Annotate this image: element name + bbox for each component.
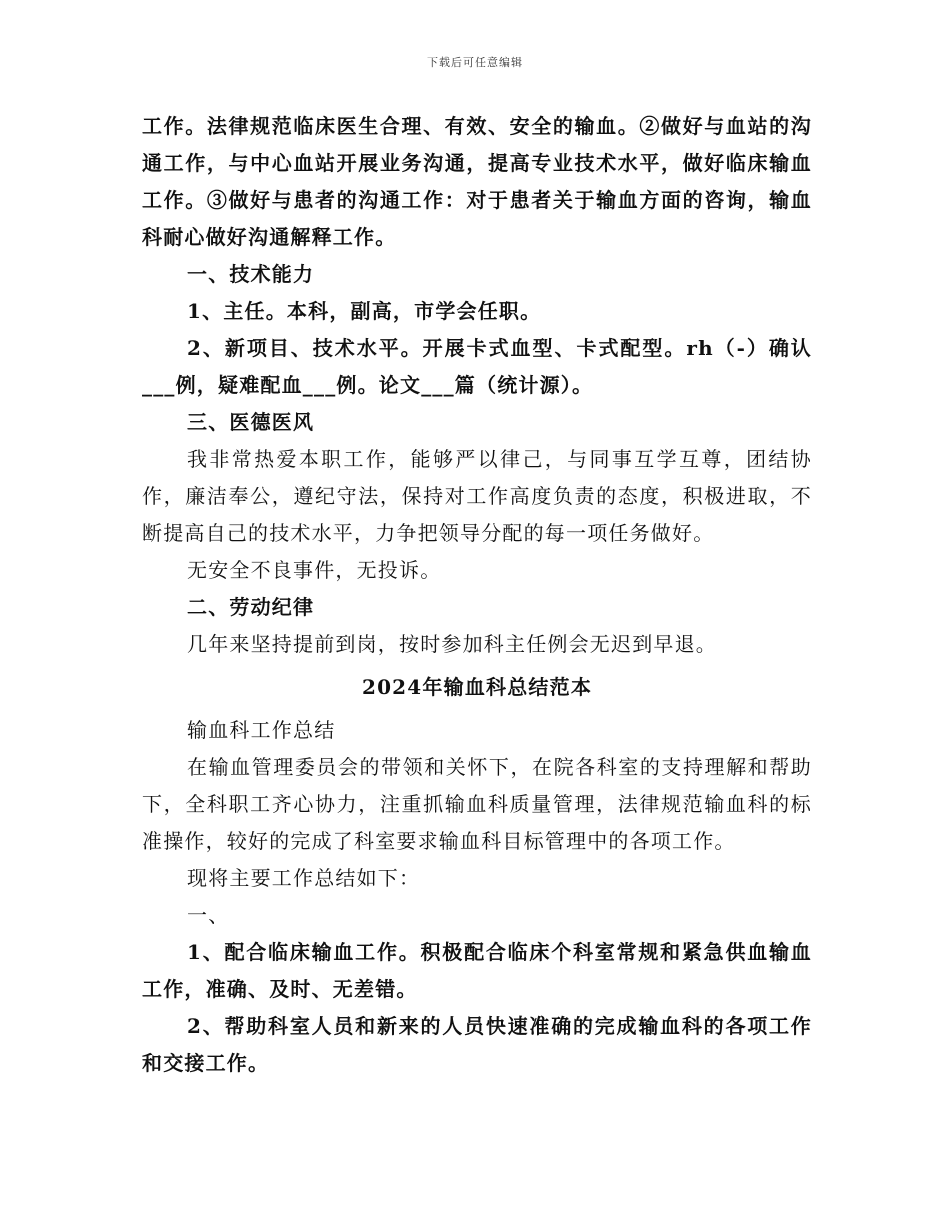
paragraph-new-projects: 2、新项目、技术水平。开展卡式血型、卡式配型。rh（-）确认___例，疑难配血___例。论文___篇（统计源）。 xyxy=(142,336,812,397)
paragraph-staff-help: 2、帮助科室人员和新来的人员快速准确的完成输血科的各项工作和交接工作。 xyxy=(142,1014,812,1075)
heading-labor-discipline: 二、劳动纪律 xyxy=(187,595,315,619)
paragraph-intro: 在输血管理委员会的带领和关怀下，在院各科室的支持理解和帮助下，全科职工齐心协力，注重抓输血科质量管理，法律规范输血科的标准操作，较好的完成了科室要求输血科目标管理中的各项工作。 xyxy=(142,755,812,853)
paragraph-clinical-cooperation: 1、配合临床输血工作。积极配合临床个科室常规和紧急供血输血工作，准确、及时、无差错。 xyxy=(142,940,812,1001)
paragraph-subtitle: 输血科工作总结 xyxy=(187,718,336,742)
paragraph-punctuality: 几年来坚持提前到岗，按时参加科主任例会无迟到早退。 xyxy=(187,632,717,656)
document-title: 2024年输血科总结范本 xyxy=(361,675,593,699)
paragraph-ethics-body: 我非常热爱本职工作，能够严以律己，与同事互学互尊，团结协作，廉洁奉公，遵纪守法，保持对工作高度负责的态度，积极进取，不断提高自己的技术水平，力争把领导分配的每一项任务做好。 xyxy=(142,447,812,545)
heading-section-one: 一、 xyxy=(187,903,230,927)
paragraph-summary-lead: 现将主要工作总结如下： xyxy=(187,866,421,890)
paragraph-communication: 工作。法律规范临床医生合理、有效、安全的输血。②做好与血站的沟通工作，与中心血站开展业务沟通，提高专业技术水平，做好临床输血工作。③做好与患者的沟通工作：对于患者关于输血方面的咨询，输血科耐心做好沟通解释工作。 xyxy=(142,114,812,249)
document-body xyxy=(142,108,812,1082)
page-header: 下载后可任意编辑 xyxy=(427,56,523,69)
paragraph-director: 1、主任。本科，副高，市学会任职。 xyxy=(187,299,542,323)
heading-technical-ability: 一、技术能力 xyxy=(187,262,315,286)
heading-medical-ethics: 三、医德医风 xyxy=(187,410,315,434)
paragraph-no-incidents: 无安全不良事件，无投诉。 xyxy=(187,558,442,582)
